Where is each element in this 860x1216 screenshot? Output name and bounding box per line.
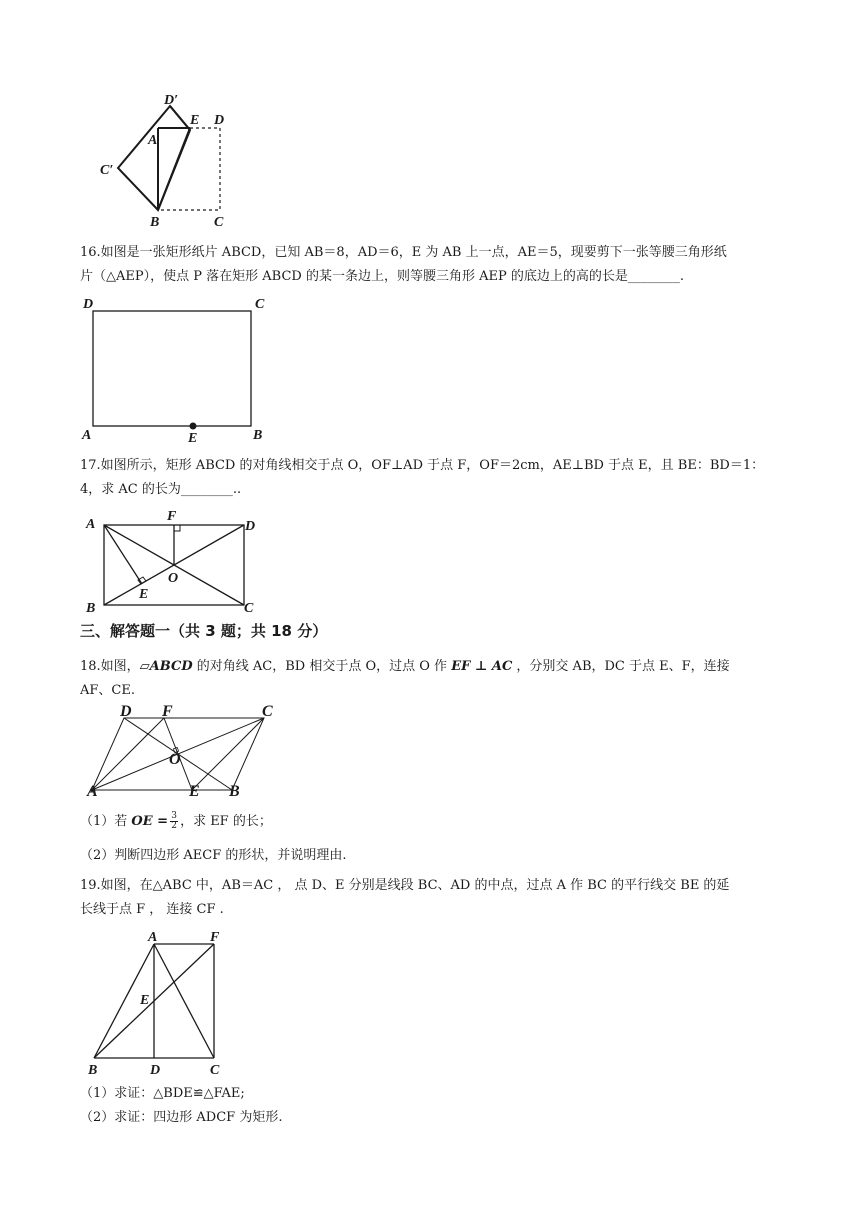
label-E: E: [188, 431, 198, 446]
text: ，分别交 AB，DC 于点 E、F，连接: [512, 659, 730, 674]
math-parallelogram: ▱ABCD: [139, 659, 193, 674]
label-D-prime: D′: [164, 93, 179, 108]
problem-18-sub-2: （2）判断四边形 AECF 的形状，并说明理由.: [80, 848, 347, 863]
label-F: F: [210, 930, 220, 945]
label-C: C: [214, 215, 224, 230]
label-A: A: [148, 133, 158, 148]
text: 的对角线 AC，BD 相交于点 O，过点 O 作: [192, 659, 452, 674]
label-E: E: [139, 587, 149, 602]
label-F: F: [162, 703, 173, 720]
sub-question-1: [80, 809, 780, 835]
label-B: B: [229, 783, 240, 800]
label-E: E: [189, 783, 200, 800]
problem-18: [80, 655, 780, 703]
problem-18-line-2: AF、CE.: [80, 683, 135, 698]
label-D: D: [120, 703, 132, 720]
label-D: D: [245, 519, 256, 534]
label-A: A: [86, 517, 96, 532]
problem-17-line-1: 17.如图所示，矩形 ABCD 的对角线相交于点 O，OF⊥AD 于点 F，OF＝2cm，AE⊥BD 于点 E，且 BE：BD＝1：: [80, 458, 765, 473]
text: ，求 EF 的长；: [180, 814, 272, 829]
label-B: B: [86, 601, 96, 616]
numerator: 3: [171, 811, 177, 821]
figure-triangle-rectangle: [86, 928, 246, 1078]
problem-17: [80, 454, 780, 502]
label-D: D: [150, 1063, 161, 1078]
text: 18.如图，: [80, 659, 140, 674]
label-B: B: [253, 428, 263, 443]
problem-16: [80, 241, 780, 289]
label-D: D: [83, 297, 94, 312]
label-F: F: [167, 509, 177, 524]
label-E: E: [190, 113, 200, 128]
label-A: A: [87, 783, 98, 800]
label-E: E: [140, 993, 150, 1008]
math-oe: OE =: [131, 814, 169, 829]
figure-parallelogram: [86, 703, 276, 800]
problem-18-sub-1: [80, 809, 780, 835]
label-C: C: [210, 1063, 220, 1078]
problem-19: [80, 874, 780, 922]
problem-16-line-1: 16.如图是一张矩形纸片 ABCD，已知 AB＝8，AD＝6，E 为 AB 上一点，AE＝5，现要剪下一张等腰三角形纸: [80, 245, 727, 260]
label-C: C: [244, 601, 254, 616]
figure-fold: [98, 92, 238, 232]
label-O: O: [169, 751, 181, 768]
problem-19-subs: [80, 1082, 780, 1130]
figure-rectangle-abcd: [80, 294, 280, 444]
problem-17-line-2: 4，求 AC 的长为________..: [80, 482, 242, 497]
section-heading: 三、解答题一（共 3 题；共 18 分）: [80, 622, 328, 640]
label-C: C: [262, 703, 273, 720]
denominator: 2: [171, 821, 177, 831]
sub-question-2: （2）求证：四边形 ADCF 为矩形.: [80, 1110, 283, 1125]
problem-19-line-2: 长线于点 F ， 连接 CF .: [80, 902, 224, 917]
figure-rectangle-diagonals: [82, 508, 272, 618]
label-A: A: [82, 428, 92, 443]
label-B: B: [88, 1063, 98, 1078]
label-D: D: [214, 113, 225, 128]
problem-16-line-2: 片（△AEP），使点 P 落在矩形 ABCD 的某一条边上，则等腰三角形 AEP 的底边上的高的长是________.: [80, 269, 684, 284]
label-B: B: [150, 215, 160, 230]
problem-19-line-1: 19.如图，在△ABC 中，AB＝AC ， 点 D、E 分别是线段 BC、AD 的中点，过点 A 作 BC 的平行线交 BE 的延: [80, 878, 730, 893]
math-ef-perp-ac: EF ⊥ AC: [451, 659, 513, 674]
label-A: A: [148, 930, 158, 945]
problem-18-line-1: [80, 655, 780, 679]
sub-question-1: （1）求证：△BDE≌△FAE;: [80, 1086, 245, 1101]
fraction-three-halves: [170, 812, 178, 831]
label-O: O: [168, 571, 179, 586]
label-C-prime: C′: [100, 163, 114, 178]
text: （1）若: [80, 814, 132, 829]
label-C: C: [255, 297, 265, 312]
